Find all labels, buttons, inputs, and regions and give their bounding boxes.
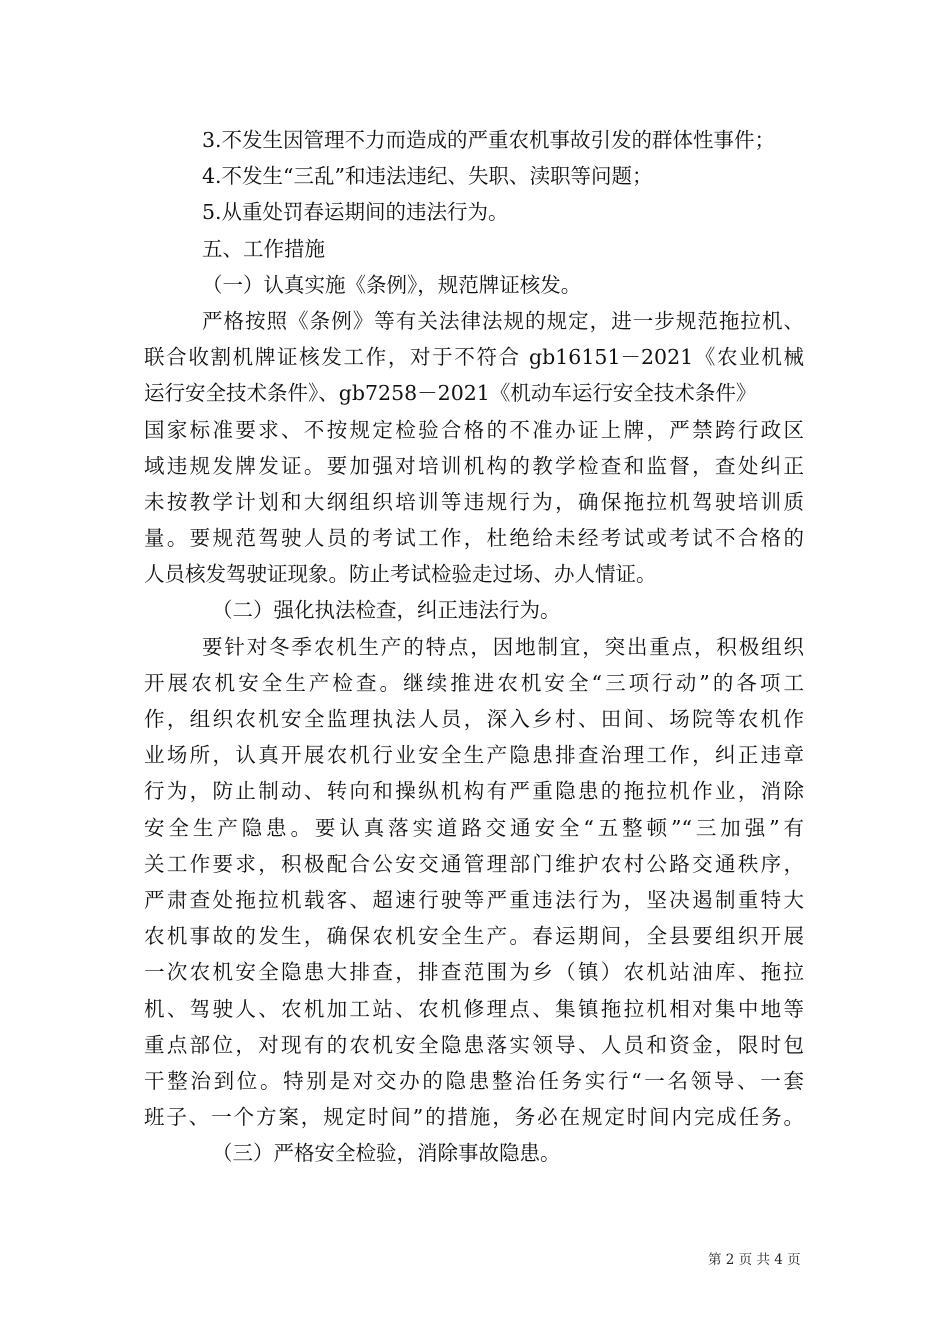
paragraph-line: 运行安全技术条件》、gb7258－2021《机动车运行安全技术条件》	[144, 381, 757, 406]
subsection-heading-2: （二）强化执法检查，纠正违法行为。	[212, 598, 561, 623]
paragraph-line: 业场所，认真开展农机行业安全生产隐患排查治理工作，纠正违章	[144, 743, 804, 768]
paragraph-line: 重点部位，对现有的农机安全隐患落实领导、人员和资金，限时包	[144, 1032, 804, 1057]
paragraph-line: 严格按照《条例》等有关法律法规的规定，进一步规范拖拉机、	[202, 308, 804, 333]
paragraph-line: 关工作要求，积极配合公安交通管理部门维护农村公路交通秩序，	[144, 851, 804, 876]
paragraph-line: 未按教学计划和大纲组织培训等违规行为，确保拖拉机驾驶培训质	[144, 489, 804, 514]
paragraph-line: 严肃查处拖拉机载客、超速行驶等严重违法行为，坚决遏制重特大	[144, 887, 804, 912]
section-heading-five: 五、工作措施	[202, 236, 325, 261]
paragraph-line: 一次农机安全隐患大排查，排查范围为乡（镇）农机站油库、拖拉	[144, 960, 804, 985]
subsection-heading-3: （三）严格安全检验，消除事故隐患。	[212, 1141, 561, 1166]
paragraph-line: 域违规发牌发证。要加强对培训机构的教学检查和监督，查处纠正	[144, 453, 804, 478]
paragraph-line: 量。要规范驾驶人员的考试工作，杜绝给未经考试或考试不合格的	[144, 526, 804, 551]
paragraph-line: 人员核发驾驶证现象。防止考试检验走过场、办人情证。	[144, 562, 657, 587]
paragraph-line: 干整治到位。特别是对交办的隐患整治任务实行“一名领导、一套	[144, 1068, 804, 1093]
paragraph-line: 农机事故的发生，确保农机安全生产。春运期间，全县要组织开展	[144, 924, 804, 949]
document-body	[144, 122, 804, 1171]
paragraph-line: 国家标准要求、不按规定检验合格的不准办证上牌，严禁跨行政区	[144, 417, 804, 442]
paragraph-line: 安全生产隐患。要认真落实道路交通安全“五整顿”“三加强”有	[144, 815, 804, 840]
paragraph-line: 班子、一个方案，规定时间”的措施，务必在规定时间内完成任务。	[144, 1105, 804, 1130]
paragraph-line: 机、驾驶人、农机加工站、农机修理点、集镇拖拉机相对集中地等	[144, 996, 804, 1021]
paragraph-line: 开展农机安全生产检查。继续推进农机安全“三项行动”的各项工	[144, 670, 804, 695]
list-item-4: 4.不发生“三乱”和违法违纪、失职、渎职等问题；	[202, 164, 653, 189]
subsection-heading-1: （一）认真实施《条例》，规范牌证核发。	[202, 272, 582, 297]
paragraph-line: 联合收割机牌证核发工作，对于不符合 gb16151－2021《农业机械	[144, 345, 804, 370]
paragraph-line: 要针对冬季农机生产的特点，因地制宜，突出重点，积极组织	[202, 634, 804, 659]
list-item-3: 3.不发生因管理不力而造成的严重农机事故引发的群体性事件；	[202, 128, 776, 152]
page-number: 第 2 页 共 4 页	[708, 1252, 801, 1268]
paragraph-line: 行为，防止制动、转向和操纵机构有严重隐患的拖拉机作业，消除	[144, 779, 804, 804]
list-item-5: 5.从重处罚春运期间的违法行为。	[202, 200, 509, 225]
paragraph-line: 作，组织农机安全监理执法人员，深入乡村、田间、场院等农机作	[144, 707, 804, 731]
